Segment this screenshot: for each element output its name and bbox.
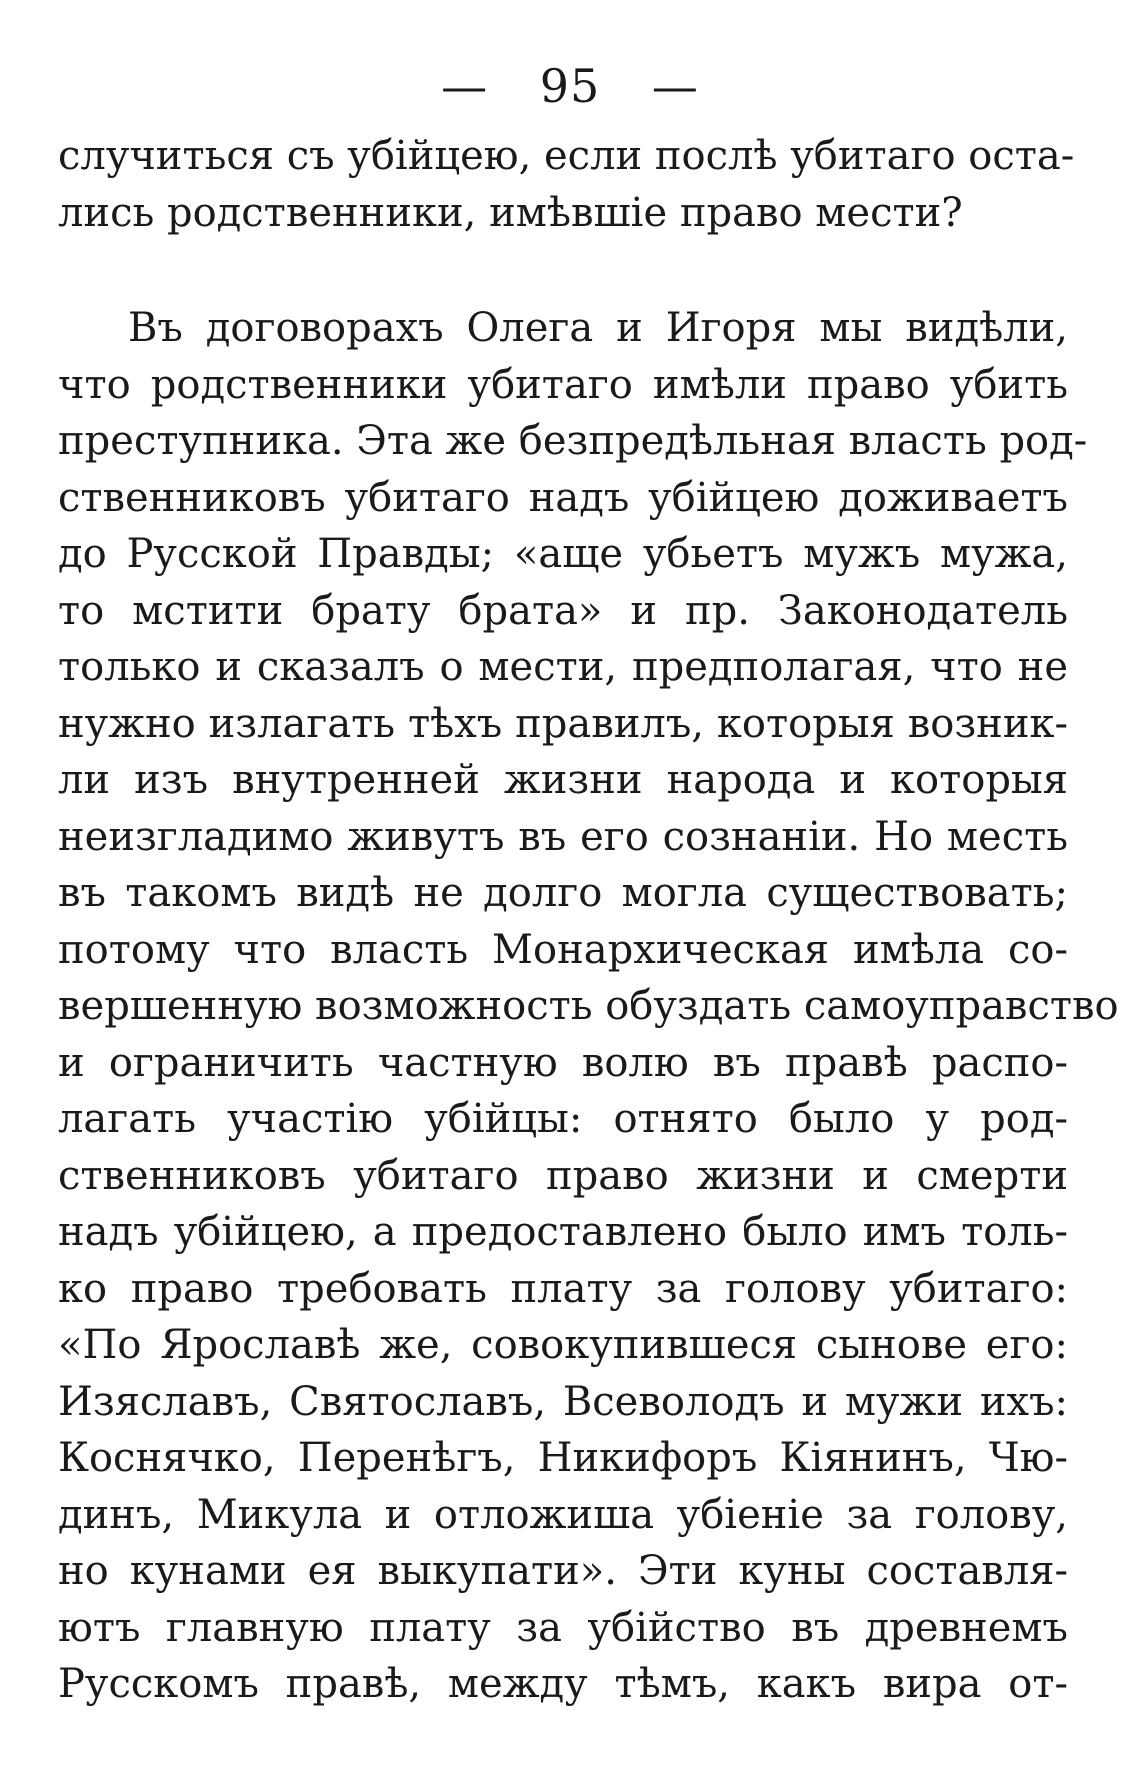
text-line: до Русской Правды; «аще убьетъ мужъ мужа, [58,531,1068,577]
text-line: нужно излагать тѣхъ правилъ, которыя возник- [58,700,1068,747]
text-line: «По Ярославѣ же, совокупившеся сынове его: [58,1322,1068,1368]
text-line: потому что власть Монархическая имѣла со- [58,926,1068,973]
header-dash-left: — [441,59,489,113]
paragraph-main [58,300,1119,1713]
text-line: въ такомъ видѣ не долго могла существовать; [58,870,1068,916]
text-line: Въ договорахъ Олега и Игоря мы видѣли, [128,305,1068,351]
text-line: ко право требовать плату за голову убитаго: [58,1265,1068,1312]
text-line: но кунами ея выкупати». Эти куны составля- [58,1548,1068,1594]
text-line: динъ, Микула и отложиша убіеніе за голову, [58,1491,1068,1538]
text-line: ственниковъ убитаго надъ убійцею доживаетъ [58,474,1068,521]
text-line: вершенную возможность обуздать самоуправство [58,983,1119,1029]
text-line: что родственники убитаго имѣли право убить [58,361,1068,408]
paragraph-continuation [58,128,1075,241]
text-line: только и сказалъ о мести, предполагая, что не [58,644,1068,690]
header-dash-right: — [651,59,699,113]
text-line: то мстити брату брата» и пр. Законодатель [58,587,1068,634]
page-number: 95 [539,59,601,113]
page-header [0,56,1140,116]
text-line: лись родственники, имѣвшіе право мести? [58,189,963,236]
text-line: Русскомъ правѣ, между тѣмъ, какъ вира от- [58,1661,1068,1707]
text-line: ственниковъ убитаго право жизни и смерти [58,1152,1068,1199]
text-line: надъ убійцею, а предоставлено было имъ толь- [58,1209,1068,1255]
text-line: Изяславъ, Святославъ, Всеволодъ и мужи ихъ: [58,1378,1068,1425]
text-line: и ограничить частную волю въ правѣ распо- [58,1039,1068,1086]
text-line: ютъ главную плату за убійство въ древнемъ [58,1604,1068,1651]
text-line: лагать участію убійцы: отнято было у род- [58,1096,1068,1142]
text-line: ли изъ внутренней жизни народа и которыя [58,757,1068,803]
text-line: случиться съ убійцею, если послѣ убитаго оста- [58,133,1075,179]
text-line: неизгладимо живутъ въ его сознаніи. Но месть [58,813,1068,860]
text-line: преступника. Эта же безпредѣльная власть род- [58,418,1088,464]
text-line: Коснячко, Перенѣгъ, Никифоръ Кіянинъ, Чю- [58,1435,1068,1481]
